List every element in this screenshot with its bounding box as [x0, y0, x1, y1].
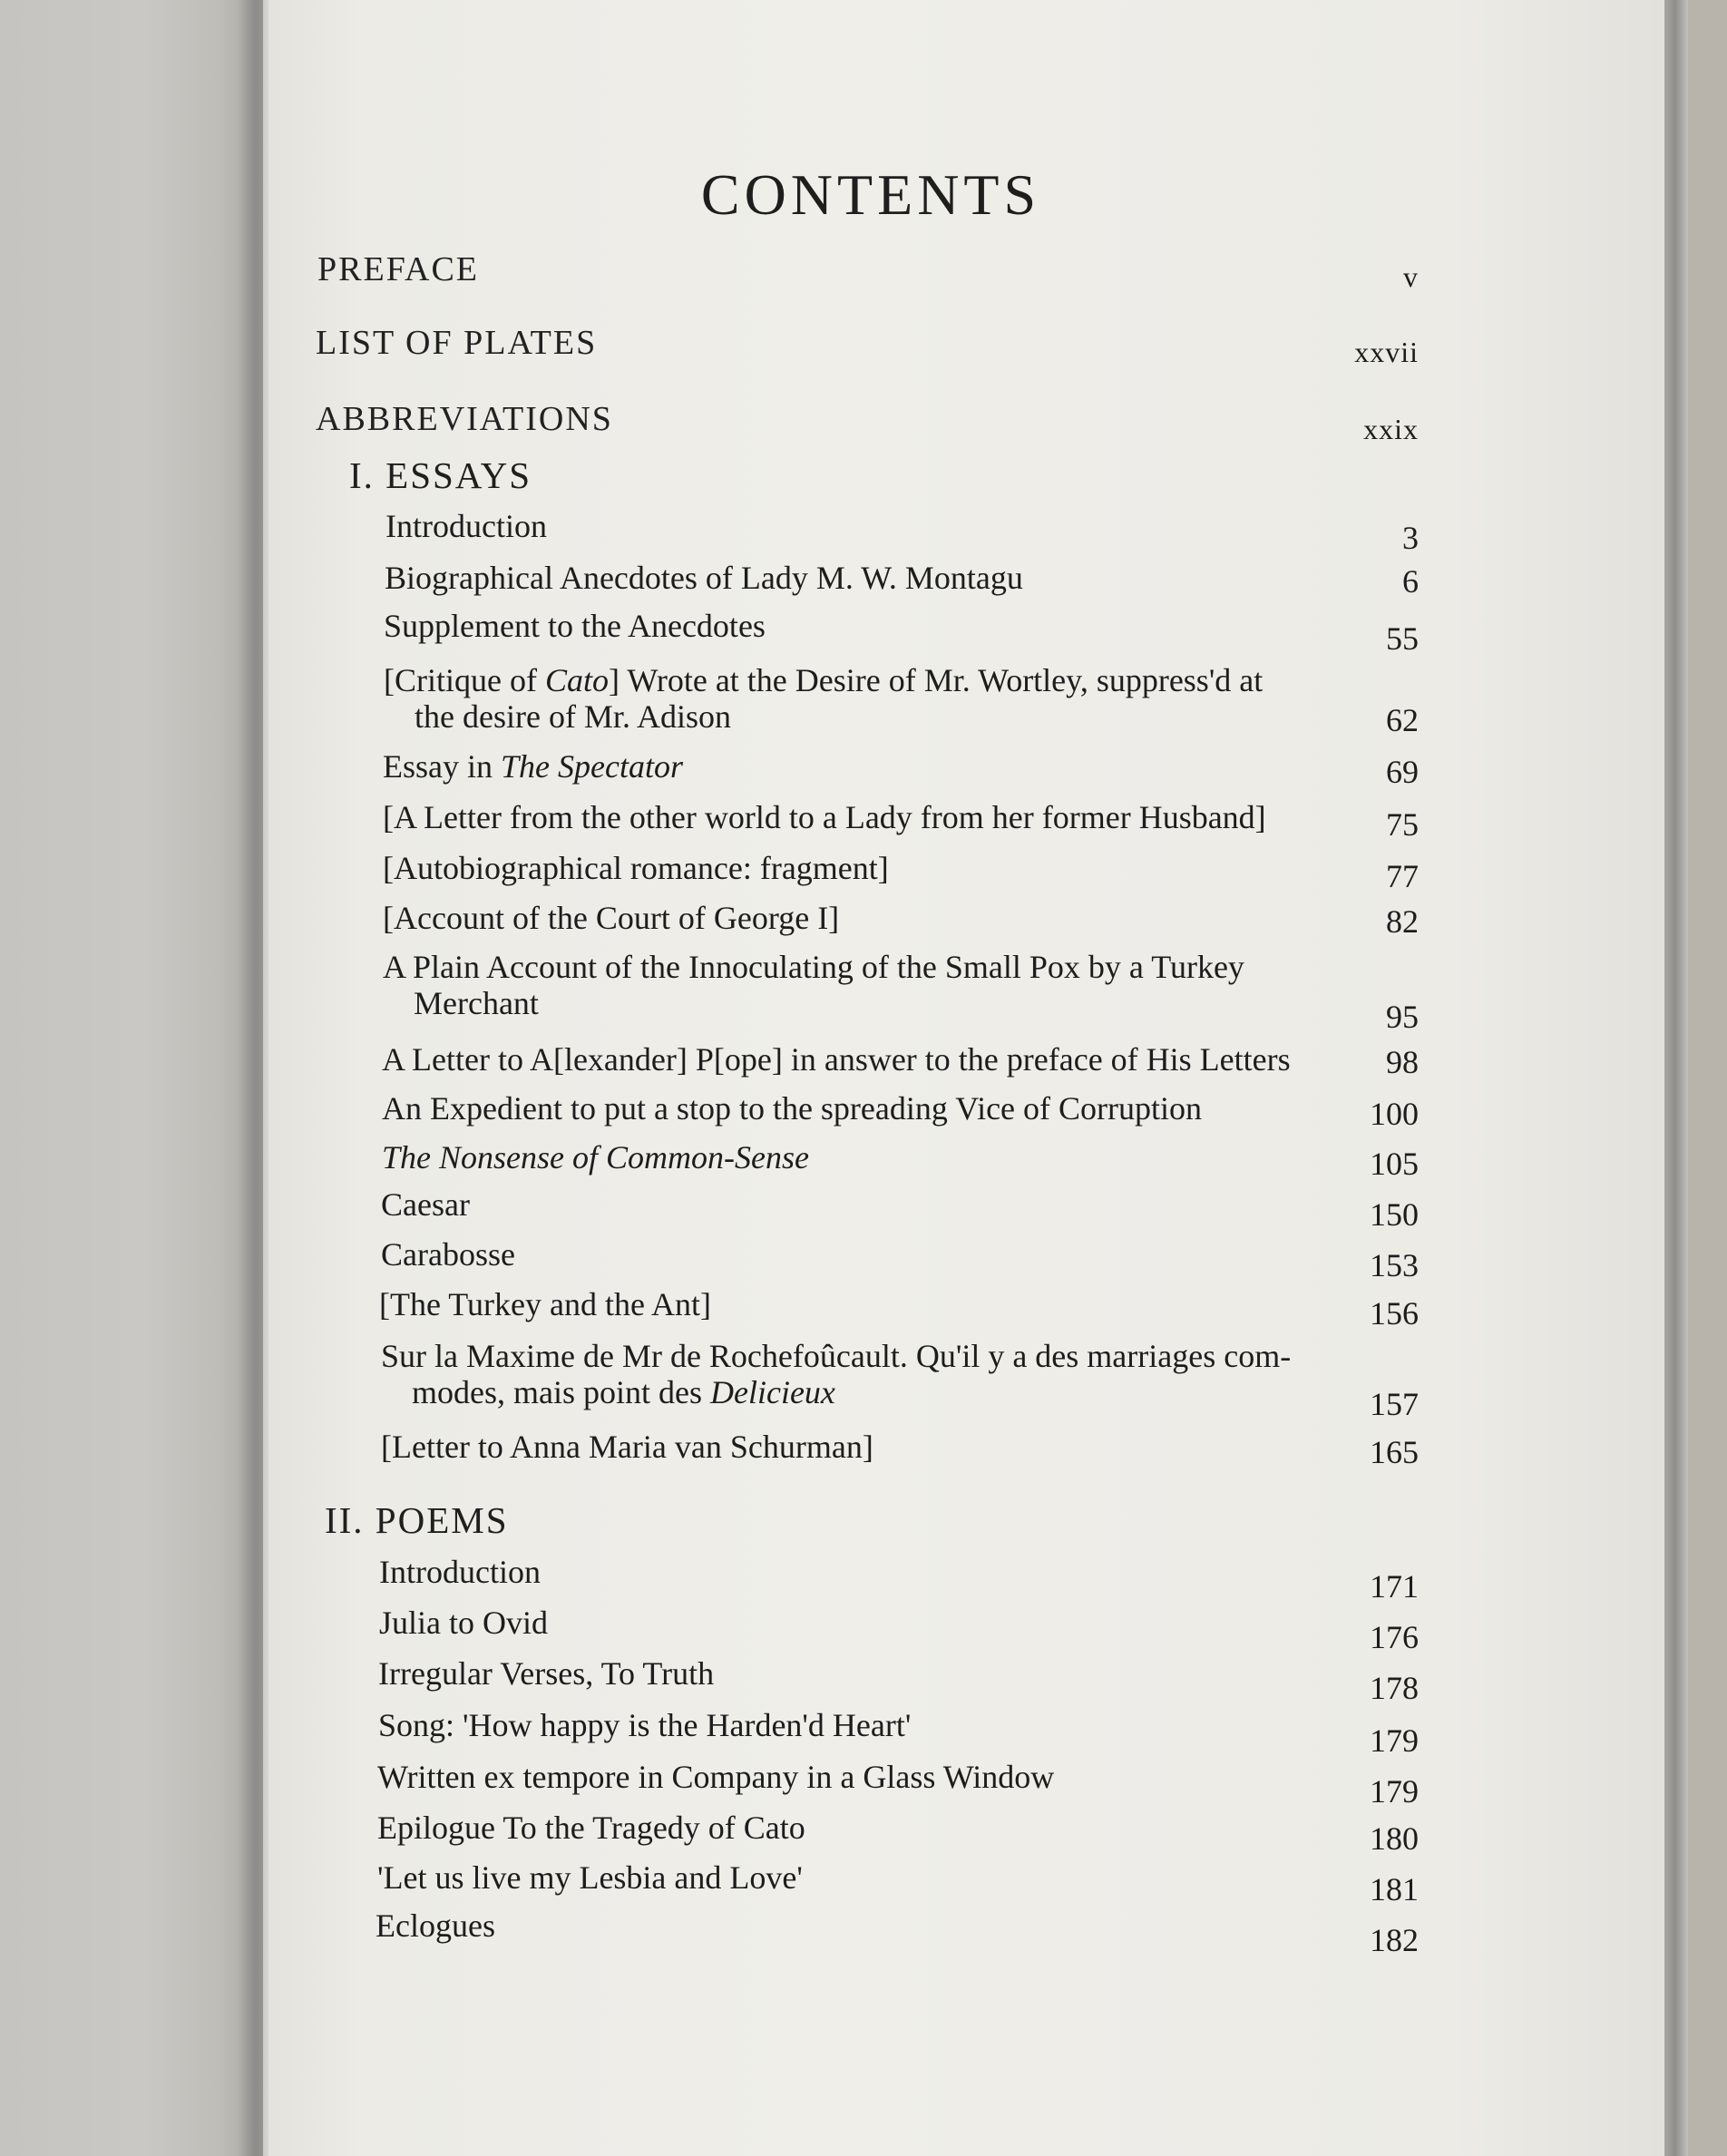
- toc-entry-page: 182: [1370, 1922, 1419, 1958]
- toc-entry-title: Biographical Anecdotes of Lady M. W. Montagu: [385, 560, 1023, 596]
- toc-entry-page: 176: [1370, 1619, 1419, 1655]
- toc-entry-title: [Letter to Anna Maria van Schurman]: [381, 1429, 873, 1465]
- toc-entry-page: 77: [1386, 858, 1419, 894]
- toc-entry-title: Irregular Verses, To Truth: [378, 1655, 715, 1692]
- toc-entry-page: 69: [1386, 754, 1419, 790]
- toc-entry-title: A Plain Account of the Innoculating of the Small Pox by a Turkey Merchant: [383, 949, 1244, 1021]
- toc-entry-title: Introduction: [385, 508, 547, 544]
- toc-entry-page: 156: [1370, 1295, 1419, 1332]
- toc-entry-page: 6: [1402, 563, 1419, 600]
- toc-entry-title: [A Letter from the other world to a Lady from her former Husband]: [383, 799, 1266, 835]
- toc-entry-page: 95: [1386, 999, 1419, 1035]
- toc-entry-page: 179: [1370, 1722, 1419, 1759]
- toc-entry-title: [Account of the Court of George I]: [383, 900, 840, 936]
- toc-entry-title: [The Turkey and the Ant]: [379, 1286, 711, 1322]
- toc-front-matter-label: PREFACE: [317, 250, 480, 288]
- toc-entry-title: Epilogue To the Tragedy of Cato: [377, 1810, 805, 1846]
- toc-entry-page: 105: [1370, 1146, 1419, 1182]
- toc-entry-page: 62: [1386, 702, 1419, 738]
- toc-entry-page: 82: [1386, 903, 1419, 940]
- book-gutter: [238, 0, 268, 2156]
- toc-entry-page: 98: [1386, 1044, 1419, 1080]
- toc-entry-title: Song: 'How happy is the Harden'd Heart': [378, 1707, 912, 1743]
- part-heading-essays: I. ESSAYS: [349, 454, 532, 496]
- toc-entry-page: 153: [1370, 1247, 1419, 1283]
- toc-entry-title: Introduction: [379, 1554, 541, 1590]
- toc-entry-title: Eclogues: [376, 1907, 495, 1944]
- toc-entry-title: Sur la Maxime de Mr de Rochefoûcault. Qu'il y a des marriages com- modes, mais point des Delicieux: [381, 1338, 1292, 1410]
- toc-entry-page: 157: [1370, 1386, 1419, 1422]
- part-heading-poems: II. POEMS: [325, 1499, 509, 1541]
- toc-entry-page: 150: [1370, 1196, 1419, 1233]
- toc-front-matter-label: ABBREVIATIONS: [316, 400, 613, 438]
- toc-entry-page: 3: [1402, 520, 1419, 556]
- toc-entry-page: 100: [1370, 1096, 1419, 1132]
- toc-entry-title: The Nonsense of Common-Sense: [382, 1139, 809, 1176]
- page-edge: [1664, 0, 1688, 2156]
- toc-entry-title: An Expedient to put a stop to the spreading Vice of Corruption: [382, 1090, 1203, 1127]
- toc-entry-page: 178: [1370, 1670, 1419, 1706]
- toc-entry-title: [Critique of Cato] Wrote at the Desire of Mr. Wortley, suppress'd at the desire of Mr. Adison: [384, 662, 1264, 735]
- toc-front-matter-page: xxix: [1363, 413, 1419, 445]
- toc-entry-title: Carabosse: [381, 1236, 515, 1273]
- toc-entry-title: A Letter to A[lexander] P[ope] in answer to the preface of His Letters: [382, 1041, 1291, 1078]
- toc-entry-page: 180: [1370, 1820, 1419, 1857]
- toc-front-matter-page: v: [1403, 260, 1419, 293]
- toc-entry-title: Julia to Ovid: [379, 1605, 548, 1641]
- toc-entry-page: 55: [1386, 620, 1419, 657]
- toc-entry-page: 181: [1370, 1871, 1419, 1907]
- toc-front-matter-page: xxvii: [1354, 336, 1419, 368]
- background-board: [1688, 0, 1727, 2156]
- toc-entry-title: [Autobiographical romance: fragment]: [383, 850, 889, 886]
- toc-entry-title: Written ex tempore in Company in a Glass Window: [377, 1759, 1055, 1795]
- toc-entry-title: Supplement to the Anecdotes: [384, 608, 766, 644]
- toc-entry-title: 'Let us live my Lesbia and Love': [377, 1859, 803, 1896]
- facing-page: [0, 0, 259, 2156]
- toc-entry-page: 171: [1370, 1568, 1419, 1605]
- toc-entry-page: 75: [1386, 806, 1419, 843]
- toc-entry-page: 179: [1370, 1773, 1419, 1810]
- page-title: CONTENTS: [700, 162, 1041, 227]
- toc-entry-page: 165: [1370, 1434, 1419, 1470]
- toc-entry-title: Essay in The Spectator: [383, 748, 683, 785]
- toc-entry-title: Caesar: [381, 1186, 470, 1223]
- toc-front-matter-label: LIST OF PLATES: [316, 324, 598, 362]
